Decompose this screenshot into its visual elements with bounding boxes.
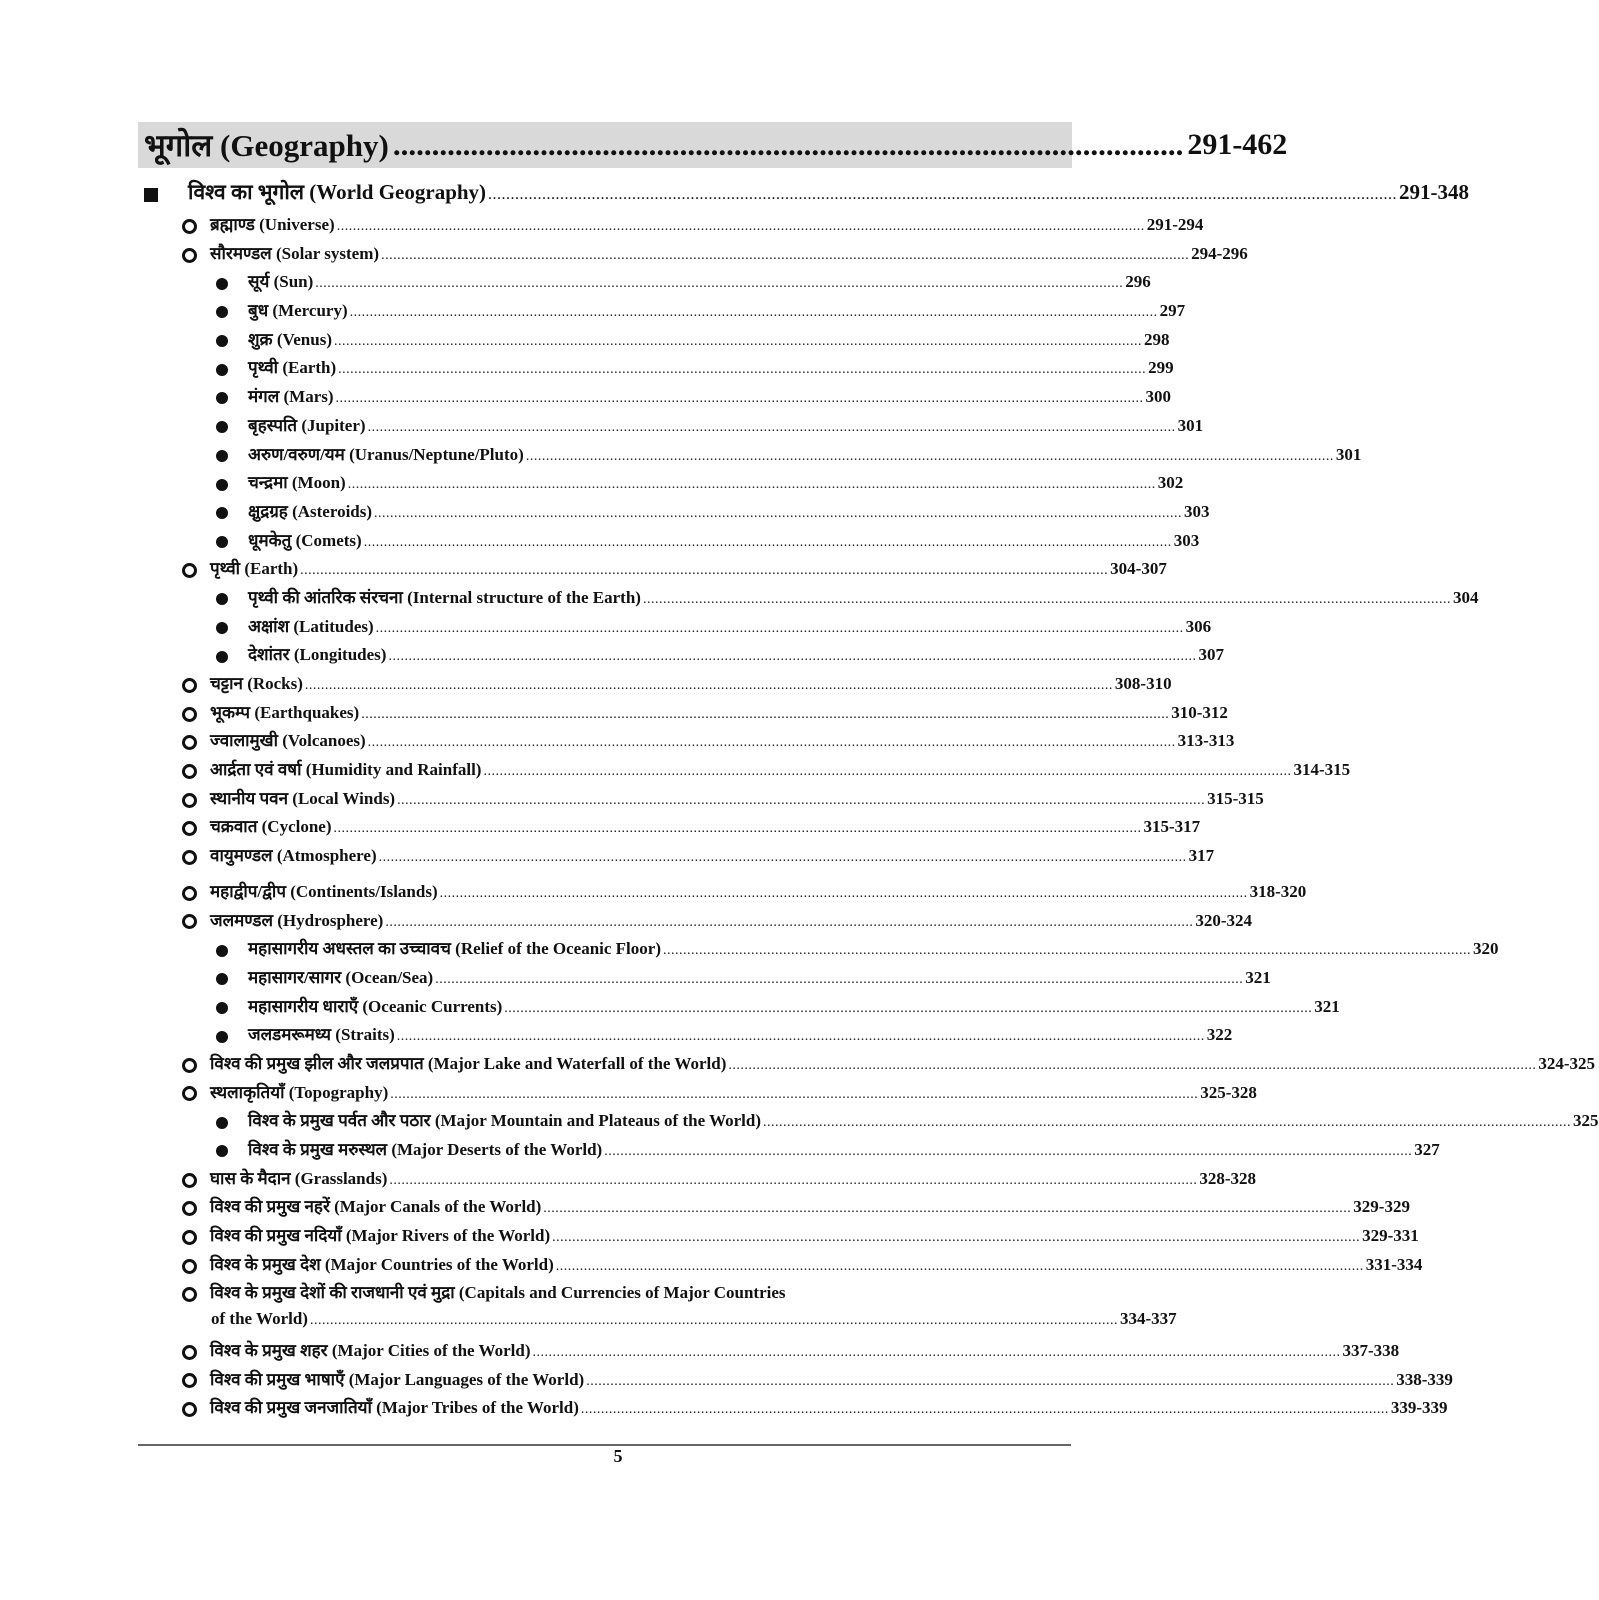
- leader-dots: ..........................................................................................................................................................................................................: [532, 1344, 1341, 1360]
- toc-entry-row[interactable]: [138, 936, 1499, 965]
- toc-entry-label-continuation: of the World): [211, 1309, 308, 1329]
- toc-entry-row[interactable]: [138, 413, 1204, 442]
- hollow-circle-bullet-icon: [182, 821, 197, 836]
- toc-entry-row[interactable]: [138, 1166, 1257, 1195]
- toc-entry-pages: 303: [1184, 501, 1210, 521]
- toc-entry-pages: 299: [1148, 358, 1174, 378]
- leader-dots: ..........................................................................................................................................................................................................: [309, 1313, 1118, 1329]
- toc-entry-pages: 304-307: [1110, 559, 1167, 579]
- filled-circle-bullet-icon: [216, 536, 228, 548]
- title-leader-dots: ......................................................................................................: [392, 127, 1184, 162]
- toc-entry-label: चक्रवात (Cyclone): [210, 817, 332, 837]
- toc-entry-label: चन्द्रमा (Moon): [248, 473, 346, 493]
- toc-entry-pages: 302: [1157, 473, 1184, 493]
- toc-entry-row[interactable]: [138, 1252, 1423, 1281]
- toc-entry-label: सूर्य (Sun): [248, 272, 314, 292]
- leader-dots: ..........................................................................................................................................................................................................: [396, 1029, 1205, 1045]
- toc-entry-pages: 321: [1245, 967, 1271, 987]
- toc-entry-pages: 297: [1159, 301, 1186, 321]
- toc-entry-label: महासागरीय अधस्तल का उच्चावच (Relief of the Oceanic Floor): [248, 939, 661, 959]
- toc-entry-row[interactable]: [138, 384, 1172, 413]
- filled-circle-bullet-icon: [216, 973, 228, 985]
- toc-entry-pages: 331-334: [1365, 1254, 1423, 1274]
- leader-dots: ..........................................................................................................................................................................................................: [763, 1115, 1572, 1131]
- toc-entry-label: देशांतर (Longitudes): [248, 645, 387, 665]
- toc-entry-pages: 325-328: [1200, 1082, 1257, 1102]
- toc-entry-pages: 329-329: [1353, 1197, 1410, 1217]
- toc-entry-pages: 318-320: [1249, 881, 1307, 901]
- toc-entry-row[interactable]: [138, 212, 1204, 241]
- hollow-circle-bullet-icon: [182, 850, 197, 865]
- toc-entry-row[interactable]: [138, 757, 1351, 786]
- toc-entry-pages: 301: [1177, 415, 1204, 435]
- toc-entry-pages: 328-328: [1199, 1168, 1257, 1188]
- toc-entry-row[interactable]: [138, 1194, 1410, 1223]
- filled-circle-bullet-icon: [216, 622, 228, 634]
- hollow-circle-bullet-icon: [182, 1259, 197, 1274]
- hollow-circle-bullet-icon: [182, 1201, 197, 1216]
- toc-entry-label: पृथ्वी (Earth): [210, 559, 299, 579]
- leader-dots: ..........................................................................................................................................................................................................: [300, 563, 1109, 579]
- toc-entry-pages: 303: [1173, 530, 1200, 550]
- leader-dots: ..........................................................................................................................................................................................................: [304, 678, 1113, 693]
- toc-entry-label: स्थलाकृतियाँ (Topography): [210, 1082, 389, 1102]
- leader-dots: ..........................................................................................................................................................................................................: [385, 914, 1194, 930]
- leader-dots: ..........................................................................................................................................................................................................: [555, 1258, 1364, 1274]
- toc-entry-pages: 291-294: [1146, 215, 1204, 234]
- leader-dots: ..........................................................................................................................................................................................................: [374, 505, 1183, 521]
- toc-entry-pages: 310-312: [1171, 702, 1228, 722]
- toc-entry-label: पृथ्वी (Earth): [248, 358, 337, 378]
- toc-section-row[interactable]: [138, 178, 1470, 212]
- toc-entry-row[interactable]: [138, 994, 1340, 1023]
- toc-entry-label: विश्व की प्रमुख नदियाँ (Major Rivers of the World): [210, 1226, 551, 1246]
- toc-entry-pages: 296: [1125, 272, 1151, 292]
- leader-dots: ..........................................................................................................................................................................................................: [439, 885, 1248, 901]
- toc-entry-row[interactable]: [138, 700, 1228, 729]
- toc-entry-label: अरुण/वरुण/यम (Uranus/Neptune/Pluto): [248, 444, 524, 464]
- toc-entry-label: धूमकेतु (Comets): [248, 530, 362, 550]
- toc-entry-label: पृथ्वी की आंतरिक संरचना (Internal structure of the Earth): [248, 587, 641, 607]
- toc-entry-label: विश्व की प्रमुख जनजातियाँ (Major Tribes of the World): [210, 1398, 579, 1418]
- toc-entry-row[interactable]: [138, 843, 1215, 872]
- toc-entry-label: जलमण्डल (Hydrosphere): [210, 910, 384, 930]
- filled-circle-bullet-icon: [216, 1031, 228, 1043]
- toc-entry-pages: 300: [1145, 387, 1172, 407]
- toc-entry-label: स्थानीय पवन (Local Winds): [210, 788, 396, 808]
- toc-entry-pages: 308-310: [1114, 674, 1172, 693]
- toc-entry-label: विश्व की प्रमुख झील और जलप्रपात (Major Lake and Waterfall of the World): [210, 1053, 727, 1073]
- toc-entry-row[interactable]: [138, 814, 1201, 843]
- leader-dots: ..........................................................................................................................................................................................................: [525, 448, 1334, 464]
- toc-entry-pages: 307: [1198, 645, 1224, 665]
- leader-dots: ..........................................................................................................................................................................................................: [349, 305, 1158, 321]
- toc-entry-label: जलडमरूमध्य (Straits): [248, 1025, 395, 1045]
- toc-entry-row[interactable]: [138, 965, 1271, 994]
- hollow-circle-bullet-icon: [182, 1373, 197, 1388]
- toc-entry-pages: 337-338: [1342, 1340, 1400, 1360]
- filled-circle-bullet-icon: [216, 306, 228, 318]
- toc-entry-row[interactable]: [138, 585, 1479, 614]
- toc-entry-row[interactable]: [138, 728, 1235, 757]
- leader-dots: ..........................................................................................................................................................................................................: [543, 1201, 1352, 1217]
- toc-entry-row[interactable]: [138, 1223, 1419, 1252]
- toc-entry-pages: 334-337: [1119, 1309, 1177, 1329]
- toc-entry-row[interactable]: [138, 355, 1174, 384]
- toc-entry-label: विश्व के प्रमुख मरुस्थल (Major Deserts of the World): [248, 1140, 603, 1159]
- toc-entry-pages: 298: [1143, 329, 1170, 349]
- leader-dots: ..........................................................................................................................................................................................................: [390, 1086, 1199, 1102]
- toc-entry-pages: 313-313: [1177, 731, 1235, 751]
- filled-circle-bullet-icon: [216, 335, 228, 347]
- hollow-circle-bullet-icon: [182, 1086, 197, 1101]
- toc-entry-label: विश्व की प्रमुख नहरें (Major Canals of the World): [210, 1197, 542, 1217]
- chapter-page-range: 291-462: [1187, 128, 1288, 161]
- leader-dots: ..........................................................................................................................................................................................................: [642, 591, 1451, 607]
- toc-entry-pages: 322: [1206, 1025, 1233, 1045]
- leader-dots: ..........................................................................................................................................................................................................: [483, 764, 1292, 780]
- toc-entry-label: विश्व की प्रमुख भाषाएँ (Major Languages of the World): [210, 1369, 585, 1389]
- leader-dots: ..........................................................................................................................................................................................................: [388, 649, 1197, 665]
- toc-entry-row[interactable]: [138, 1137, 1440, 1166]
- toc-entry-row[interactable]: [138, 327, 1170, 356]
- chapter-title-band: [138, 122, 1288, 168]
- toc-entry-row[interactable]: [138, 269, 1151, 298]
- toc-entry-label: विश्व के प्रमुख पर्वत और पठार (Major Mountain and Plateaus of the World): [248, 1111, 762, 1131]
- leader-dots: ..........................................................................................................................................................................................................: [728, 1057, 1537, 1073]
- hollow-circle-bullet-icon: [182, 1287, 197, 1302]
- leader-dots: ..........................................................................................................................................................................................................: [363, 534, 1172, 550]
- toc-entry-row[interactable]: [138, 442, 1362, 471]
- toc-entry-pages: 339-339: [1390, 1398, 1448, 1418]
- toc-entry-pages: 321: [1314, 996, 1340, 1016]
- hollow-circle-bullet-icon: [182, 707, 197, 722]
- toc-entry-label: बुध (Mercury): [248, 301, 348, 321]
- filled-circle-bullet-icon: [216, 651, 228, 663]
- toc-entry-pages: 329-331: [1362, 1226, 1419, 1246]
- leader-dots: ..........................................................................................................................................................................................................: [367, 735, 1176, 751]
- filled-circle-bullet-icon: [216, 1002, 228, 1014]
- toc-entry-label: ज्वालामुखी (Volcanoes): [210, 731, 366, 751]
- hollow-circle-bullet-icon: [182, 219, 197, 234]
- chapter-title: भूगोल (Geography): [144, 128, 389, 163]
- toc-entry-row[interactable]: [138, 908, 1253, 937]
- toc-entry-pages: 306: [1185, 616, 1212, 636]
- toc-entry-label: महासागरीय धाराएँ (Oceanic Currents): [248, 996, 503, 1016]
- filled-circle-bullet-icon: [216, 450, 228, 462]
- filled-circle-bullet-icon: [216, 479, 228, 491]
- toc-entry-row[interactable]: [138, 499, 1210, 528]
- toc-entry-label: भूकम्प (Earthquakes): [210, 702, 360, 722]
- toc-entry-row[interactable]: [138, 241, 1248, 270]
- leader-dots: ..........................................................................................................................................................................................................: [604, 1144, 1413, 1159]
- toc-entry-row[interactable]: [138, 1395, 1448, 1424]
- page-number: 5: [613, 1446, 623, 1466]
- filled-circle-bullet-icon: [216, 421, 228, 433]
- toc-entry-pages: 327: [1414, 1140, 1440, 1159]
- toc-entry-pages: 315-317: [1143, 817, 1201, 837]
- toc-section-pages: 291-348: [1399, 180, 1470, 204]
- leader-dots: ..........................................................................................................................................................................................................: [336, 219, 1145, 234]
- leader-dots: ..........................................................................................................................................................................................................: [333, 333, 1142, 349]
- leader-dots: ..........................................................................................................................................................................................................: [378, 850, 1187, 866]
- filled-circle-bullet-icon: [216, 364, 228, 376]
- toc-entry-row[interactable]: [138, 1338, 1400, 1367]
- leader-dots: ..........................................................................................................................................................................................................: [361, 706, 1170, 722]
- toc-entry-pages: 314-315: [1293, 760, 1351, 780]
- leader-dots: ..........................................................................................................................................................................................................: [552, 1230, 1361, 1246]
- toc-entry-row[interactable]: [138, 1022, 1233, 1051]
- toc-entry-row[interactable]: [138, 298, 1186, 327]
- toc-entry-row[interactable]: [138, 614, 1212, 643]
- toc-entry-row[interactable]: [138, 1108, 1599, 1137]
- toc-entry-pages: 317: [1188, 846, 1215, 866]
- hollow-circle-bullet-icon: [182, 764, 197, 779]
- toc-entry-row[interactable]: [138, 1280, 1063, 1309]
- leader-dots: ..........................................................................................................................................................................................................: [504, 1000, 1313, 1016]
- toc-entry-label: ब्रह्माण्ड (Universe): [210, 215, 335, 234]
- toc-entry-label: चट्टान (Rocks): [210, 674, 303, 693]
- toc-entry-row[interactable]: [138, 642, 1224, 671]
- filled-circle-bullet-icon: [216, 278, 228, 290]
- table-of-contents: [138, 178, 1599, 1424]
- toc-entry-label: आर्द्रता एवं वर्षा (Humidity and Rainfall): [210, 760, 482, 780]
- toc-entry-label: बृहस्पति (Jupiter): [248, 415, 366, 435]
- filled-circle-bullet-icon: [216, 507, 228, 519]
- toc-entry-row[interactable]: [138, 1309, 1177, 1338]
- leader-dots: ..........................................................................................................................................................................................................: [389, 1172, 1198, 1188]
- filled-circle-bullet-icon: [216, 945, 228, 957]
- toc-entry-pages: 324-325: [1538, 1053, 1596, 1073]
- toc-entry-row[interactable]: [138, 556, 1167, 585]
- toc-entry-pages: 304: [1452, 587, 1479, 607]
- toc-entry-label: शुक्र (Venus): [248, 329, 332, 349]
- leader-dots: ..........................................................................................................................................................................................................: [335, 391, 1144, 407]
- toc-entry-row[interactable]: [138, 528, 1200, 557]
- hollow-circle-bullet-icon: [182, 1173, 197, 1188]
- toc-entry-pages: 320: [1473, 939, 1499, 959]
- toc-entry-row[interactable]: [138, 786, 1264, 815]
- leader-dots: ..........................................................................................................................................................................................................: [580, 1402, 1389, 1418]
- filled-circle-bullet-icon: [216, 593, 228, 605]
- toc-entry-label: घास के मैदान (Grasslands): [210, 1168, 388, 1188]
- hollow-circle-bullet-icon: [182, 1058, 197, 1073]
- leader-dots: ..........................................................................................................................................................................................................: [347, 477, 1156, 493]
- hollow-circle-bullet-icon: [182, 678, 197, 693]
- toc-entry-label: सौरमण्डल (Solar system): [210, 243, 380, 263]
- hollow-circle-bullet-icon: [182, 793, 197, 808]
- leader-dots: ..........................................................................................................................................................................................................: [333, 821, 1142, 837]
- toc-entry-pages: 315-315: [1207, 788, 1264, 808]
- toc-entry-label: विश्व के प्रमुख देश (Major Countries of the World): [210, 1254, 554, 1274]
- toc-entry-label: महाद्वीप/द्वीप (Continents/Islands): [210, 881, 438, 901]
- row-gap: [138, 872, 1063, 879]
- filled-circle-bullet-icon: [216, 1145, 228, 1157]
- leader-dots: ..........................................................................................................................................................................................................: [435, 971, 1244, 987]
- hollow-circle-bullet-icon: [182, 914, 197, 929]
- toc-entry-label: वायुमण्डल (Atmosphere): [210, 846, 377, 866]
- toc-entry-row[interactable]: [138, 879, 1307, 908]
- toc-entry-pages: 294-296: [1191, 243, 1248, 263]
- leader-dots: ..........................................................................................................................................................................................................: [586, 1373, 1395, 1389]
- toc-entry-label: अक्षांश (Latitudes): [248, 616, 374, 636]
- hollow-circle-bullet-icon: [182, 563, 197, 578]
- toc-entry-pages: 320-324: [1195, 910, 1253, 930]
- hollow-circle-bullet-icon: [182, 248, 197, 263]
- toc-entry-row[interactable]: [138, 470, 1184, 499]
- toc-entry-label: विश्व के प्रमुख देशों की राजधानी एवं मुद्रा (Capitals and Currencies of Major Countries: [210, 1283, 786, 1303]
- toc-entry-row[interactable]: [138, 1367, 1453, 1396]
- toc-entry-row[interactable]: [138, 1051, 1596, 1080]
- toc-section-label: विश्व का भूगोल (World Geography): [188, 180, 487, 204]
- leader-dots: ..........................................................................................................................................................................................................: [338, 362, 1147, 378]
- toc-entry-row[interactable]: [138, 671, 1172, 700]
- toc-entry-label: मंगल (Mars): [248, 387, 334, 407]
- leader-dots: ..........................................................................................................................................................................................................: [397, 792, 1206, 808]
- leader-dots: ..........................................................................................................................................................................................................: [381, 247, 1190, 263]
- toc-entry-label: क्षुद्रग्रह (Asteroids): [248, 501, 373, 521]
- toc-entry-row[interactable]: [138, 1080, 1257, 1109]
- hollow-circle-bullet-icon: [182, 1402, 197, 1417]
- hollow-circle-bullet-icon: [182, 886, 197, 901]
- toc-entry-pages: 301: [1335, 444, 1362, 464]
- toc-entries: [138, 212, 1599, 1424]
- leader-dots: ..........................................................................................................................................................................................................: [315, 276, 1124, 292]
- leader-dots: ..........................................................................................................................................................................................................: [663, 943, 1471, 959]
- toc-entry-pages: 338-339: [1396, 1369, 1453, 1389]
- toc-entry-label: महासागर/सागर (Ocean/Sea): [248, 967, 434, 987]
- filled-circle-bullet-icon: [216, 1117, 228, 1129]
- toc-entry-pages: 325: [1573, 1111, 1599, 1131]
- leader-dots: ..........................................................................................................................................................................................................: [488, 186, 1398, 203]
- leader-dots: ..........................................................................................................................................................................................................: [375, 620, 1184, 636]
- filled-circle-bullet-icon: [216, 392, 228, 404]
- leader-dots: ..........................................................................................................................................................................................................: [367, 419, 1176, 435]
- toc-entry-label: विश्व के प्रमुख शहर (Major Cities of the World): [210, 1340, 531, 1360]
- square-bullet-icon: [144, 188, 158, 202]
- hollow-circle-bullet-icon: [182, 735, 197, 750]
- hollow-circle-bullet-icon: [182, 1230, 197, 1245]
- hollow-circle-bullet-icon: [182, 1345, 197, 1360]
